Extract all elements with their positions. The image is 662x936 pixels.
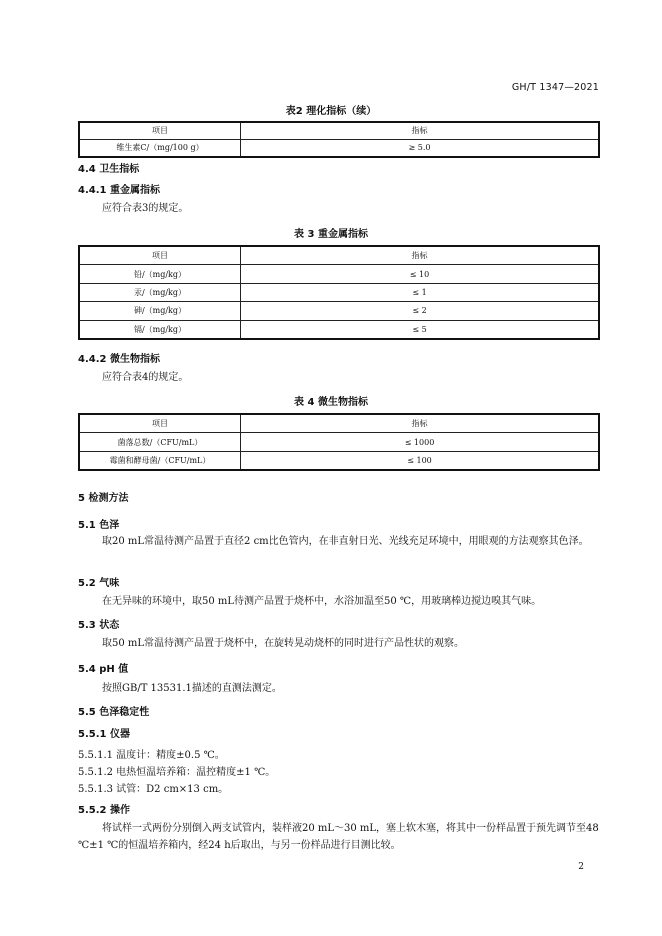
table4-col-item: 项目: [79, 414, 241, 433]
section-5-4-text: 按照GB/T 13531.1描述的直测法测定。: [102, 683, 282, 694]
table-row: [79, 283, 599, 301]
table-row: [79, 433, 599, 451]
section-5-5-2-title: 5.5.2 操作: [78, 805, 130, 816]
table-row: [79, 320, 599, 339]
table4-row-value: ≤ 1000: [241, 433, 600, 451]
section-5-2-text: 在无异味的环境中，取50 mL待测产品置于烧杯中，水浴加温至50 ℃，用玻璃棒边搅边嗅其气味。: [102, 596, 542, 607]
section-5-title: 5 检测方法: [78, 493, 129, 504]
page-number: 2: [578, 862, 584, 872]
section-5-5-1-title: 5.5.1 仪器: [78, 729, 130, 740]
table4-caption: 表 4 微生物指标: [294, 397, 368, 408]
table3: [78, 245, 600, 340]
section-5-5-2-text: 将试样一式两份分别倒入两支试管内，装样液20 mL～30 mL，塞上软木塞，将其中一份样品置于预先调节至48 ℃±1 ℃的恒温培养箱内，经24 h后取出，与另一份样品进行目测比较。: [78, 823, 599, 851]
table4: [78, 413, 600, 471]
table4-row-item: 霉菌和酵母菌/（CFU/mL）: [79, 451, 241, 470]
document-code: GH/T 1347—2021: [511, 82, 599, 93]
section-5-1-title: 5.1 色泽: [78, 520, 120, 531]
section-5-4-title: 5.4 pH 值: [78, 664, 129, 675]
section-5-5-title: 5.5 色泽稳定性: [78, 707, 150, 718]
table2-row-value: ≥ 5.0: [241, 140, 600, 158]
section-4-4-2-text: 应符合表4的规定。: [102, 372, 189, 383]
table3-row-value: ≤ 1: [241, 283, 600, 301]
section-4-4-title: 4.4 卫生指标: [78, 164, 140, 175]
table3-col-item: 项目: [79, 246, 241, 265]
table3-row-item: 砷/（mg/kg）: [79, 302, 241, 320]
list-item: 5.5.1.2 电热恒温培养箱：温控精度±1 ℃。: [78, 767, 276, 778]
table2-row-item: 维生素C/（mg/100 g）: [79, 140, 241, 158]
table3-col-index: 指标: [241, 246, 600, 265]
table-row: [79, 302, 599, 320]
table2-col-item: 项目: [79, 122, 241, 140]
table4-col-index: 指标: [241, 414, 600, 433]
section-5-3-title: 5.3 状态: [78, 620, 120, 631]
table2-col-index: 指标: [241, 122, 600, 140]
table3-row-value: ≤ 2: [241, 302, 600, 320]
table3-row-value: ≤ 10: [241, 265, 600, 283]
section-4-4-1-title: 4.4.1 重金属指标: [78, 185, 160, 196]
section-4-4-2-title: 4.4.2 微生物指标: [78, 354, 160, 365]
table-row: [79, 140, 599, 158]
table4-row-item: 菌落总数/（CFU/mL）: [79, 433, 241, 451]
section-4-4-1-text: 应符合表3的规定。: [102, 203, 189, 214]
table2-caption: 表2 理化指标（续）: [285, 106, 377, 117]
table-row: [79, 265, 599, 283]
table-row: [79, 451, 599, 470]
table3-row-value: ≤ 5: [241, 320, 600, 339]
table3-row-item: 铅/（mg/kg）: [79, 265, 241, 283]
section-5-1-text: 取20 mL常温待测产品置于直径2 cm比色管内，在非直射日光、光线充足环境中，用眼观的方法观察其色泽。: [102, 536, 589, 547]
table3-row-item: 汞/（mg/kg）: [79, 283, 241, 301]
table2: [78, 121, 600, 158]
list-item: 5.5.1.3 试管：D2 cm×13 cm。: [78, 784, 229, 795]
table3-caption: 表 3 重金属指标: [294, 229, 368, 240]
table4-row-value: ≤ 100: [241, 451, 600, 470]
section-5-3-text: 取50 mL常温待测产品置于烧杯中，在旋转晃动烧杯的同时进行产品性状的观察。: [102, 638, 465, 649]
section-5-2-title: 5.2 气味: [78, 578, 120, 589]
table3-row-item: 镉/（mg/kg）: [79, 320, 241, 339]
list-item: 5.5.1.1 温度计：精度±0.5 ℃。: [78, 750, 225, 761]
